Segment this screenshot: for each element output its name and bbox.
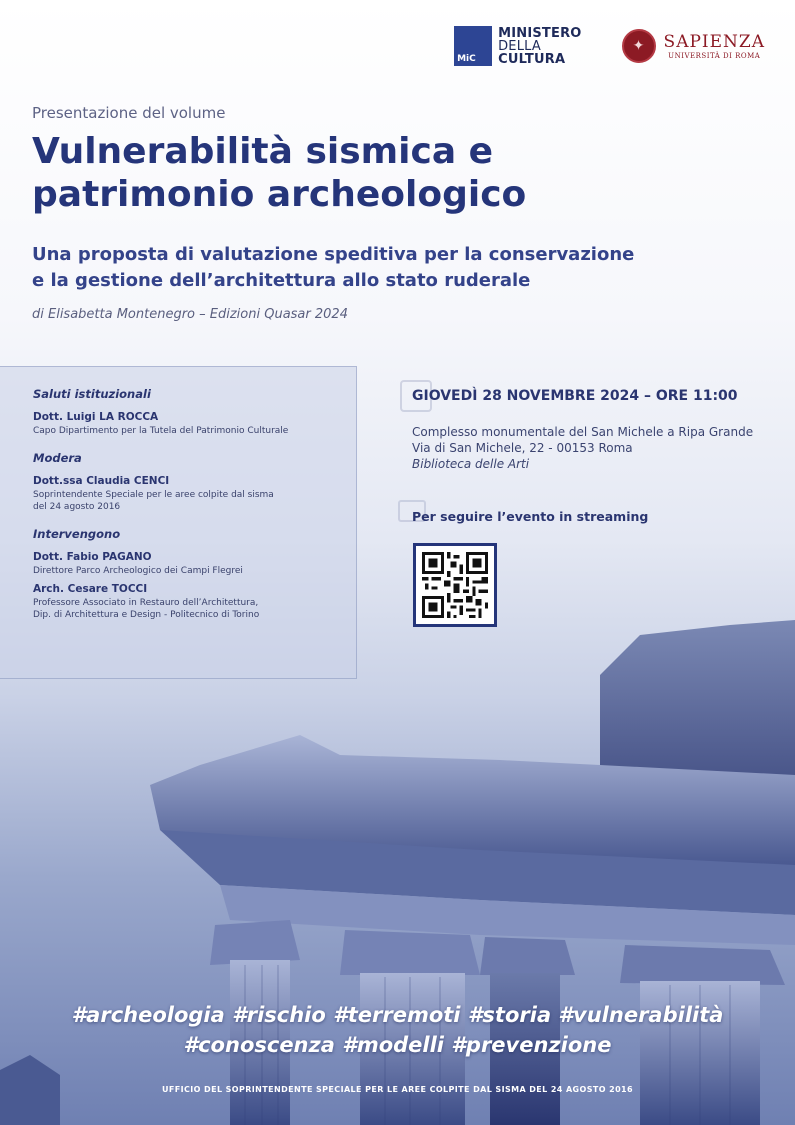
event-info [412, 388, 782, 472]
greetings-heading: Saluti istituzionali [33, 387, 151, 401]
mic-logo-icon [454, 26, 492, 66]
speaker-role: Direttore Parco Archeologico dei Campi Flegrei [33, 566, 243, 576]
moderator-role-line2: del 24 agosto 2016 [33, 502, 121, 512]
page-title [32, 130, 732, 216]
speaker-role-line2: Dip. di Architettura e Design - Politecnico di Torino [33, 610, 260, 620]
hashtags [0, 1000, 795, 1060]
speaker-role: Capo Dipartimento per la Tutela del Patrimonio Culturale [33, 426, 289, 436]
speakers-heading: Intervengono [33, 527, 121, 541]
mic-logo [454, 26, 581, 66]
event-venue [412, 424, 782, 472]
title-line1: Vulnerabilità sismica e [32, 131, 494, 172]
sapienza-name: SAPIENZA [663, 32, 765, 52]
presentation-label: Presentazione del volume [32, 104, 226, 122]
mic-line3: CULTURA [498, 51, 566, 67]
sapienza-logo [622, 29, 765, 63]
moderator-name: Dott.ssa Claudia CENCI [33, 475, 170, 487]
title-line2: patrimonio archeologico [32, 174, 527, 215]
speaker-name: Dott. Fabio PAGANO [33, 551, 152, 563]
sapienza-subtitle: UNIVERSITÀ DI ROMA [668, 52, 761, 60]
venue-line1: Complesso monumentale del San Michele a Ripa Grande [412, 425, 754, 439]
sapienza-seal-icon: ✦ [622, 29, 656, 63]
subtitle-line1: Una proposta di valutazione speditiva per la conservazione [32, 244, 635, 265]
speaker-name: Arch. Cesare TOCCI [33, 583, 148, 595]
mic-mark-text: MiC [457, 54, 476, 64]
page-subtitle [32, 242, 752, 294]
mic-line1: MINISTERO [498, 25, 582, 41]
moderator-heading: Modera [33, 451, 82, 465]
sapienza-logo-text [664, 32, 765, 60]
venue-line3-text: Biblioteca delle Arti [412, 457, 530, 471]
mic-line2: DELLA [498, 38, 541, 54]
logos [454, 26, 765, 66]
mic-logo-text [498, 27, 581, 66]
venue-line2: Via di San Michele, 22 - 00153 Roma [412, 441, 633, 455]
footer-office: UFFICIO DEL SOPRINTENDENTE SPECIALE PER LE AREE COLPITE DAL SISMA DEL 24 AGOSTO 2016 [162, 1085, 633, 1094]
speaker-name: Dott. Luigi LA ROCCA [33, 411, 159, 423]
hashtags-line1: #archeologia #rischio #terremoti #storia #vulnerabilità [71, 1003, 724, 1027]
speaker-role-line1: Professore Associato in Restauro dell’Architettura, [33, 598, 259, 608]
subtitle-line2: e la gestione dell’architettura allo stato ruderale [32, 270, 531, 291]
author-line: di Elisabetta Montenegro – Edizioni Quasar 2024 [32, 307, 348, 322]
moderator-role [33, 489, 336, 513]
venue-line3 [412, 456, 782, 472]
stream-label: Per seguire l’evento in streaming [412, 509, 649, 524]
event-date: GIOVEDÌ 28 NOVEMBRE 2024 – ORE 11:00 [412, 388, 738, 404]
moderator-role-line1: Soprintendente Speciale per le aree colpite dal sisma [33, 490, 274, 500]
hashtags-line2: #conoscenza #modelli #prevenzione [183, 1033, 612, 1057]
